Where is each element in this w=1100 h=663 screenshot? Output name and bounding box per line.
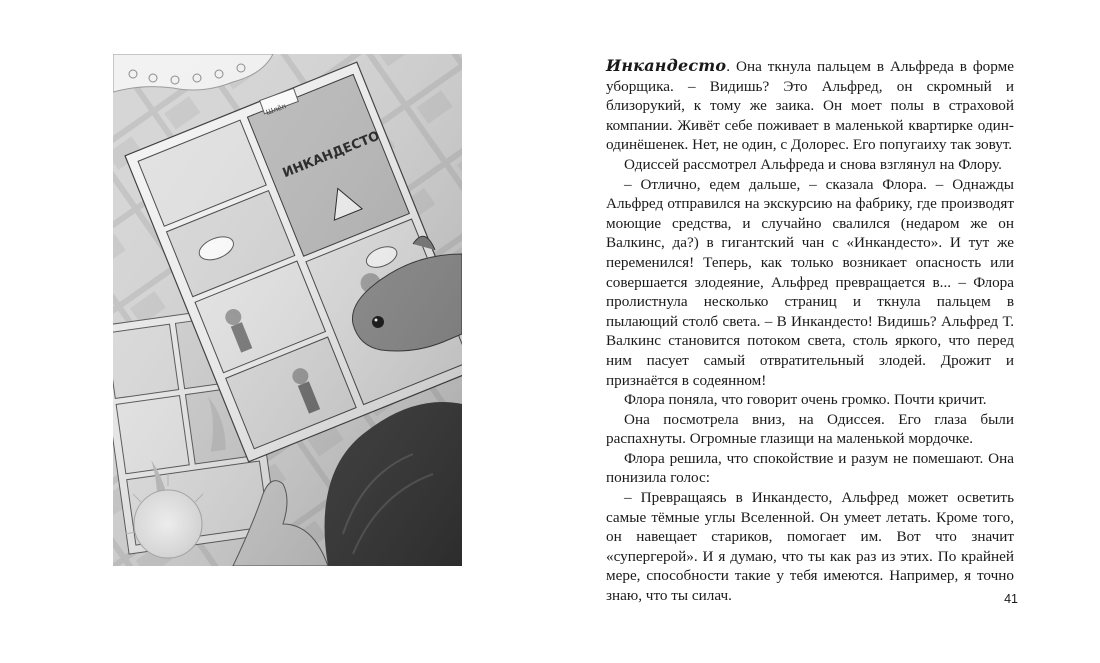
paragraph: – Отлично, едем дальше, – сказала Флора. – Однажды Альфред отправился на экскурсию на фабрику, где производят моющие средства, и случайно свалился (недаром же он Валкинс, да?) в гигантский чан с «Инкандесто». И тут же переменился! Теперь, как только возникает опасность или совершается злодеяние, Альфред превращается в... – Флора пролистнула несколько страниц и ткнула пальцем в пылающий столб света. – В Инкандесто! Видишь? Альфред Т. Валкинс становится потоком света, столь яркого, что перед ним пасует самый отвратительный злодей. Дрожит и признаётся в содеянном! <box>606 175 1014 389</box>
paragraph: Флора решила, что спокойствие и разум не помешают. Она понизила голос: <box>606 449 1014 487</box>
comic-book-illustration <box>113 54 462 566</box>
page-number: 41 <box>1004 592 1018 606</box>
paragraph-text: . Она ткнула пальцем в Альфреда в форме уборщика. – Видишь? Это Альфред, он скромный и близорукий, к тому же заика. Он моет полы в страховой компании. Живёт себе поживает в маленькой квартирке один-одинёшенек. Нет, не один, с Долорес. Его попугаиху так зовут. <box>606 58 1014 154</box>
paragraph: Флора поняла, что говорит очень громко. Почти кричит. <box>624 391 987 409</box>
paragraph: Одиссей рассмотрел Альфреда и снова взглянул на Флору. <box>624 155 1002 173</box>
pencil-drawing-icon <box>113 54 462 566</box>
paragraph: Она посмотрела вниз, на Одиссея. Его глаза были распахнуты. Огромные глазищи на маленькой мордочке. <box>606 410 1014 448</box>
body-text <box>606 56 1014 606</box>
lead-word: Инкандесто <box>606 56 727 75</box>
paragraph <box>606 56 1014 155</box>
paragraph: – Превращаясь в Инкандесто, Альфред может осветить самые тёмные углы Вселенной. Он умеет летать. Кроме того, он навещает стариков, помогает им. Вот что значит «супергерой». И я думаю, что ты как раз из этих. По крайней мере, способности такие у тебя имеются. Например, я точно знаю, что ты силач. <box>606 489 1014 605</box>
